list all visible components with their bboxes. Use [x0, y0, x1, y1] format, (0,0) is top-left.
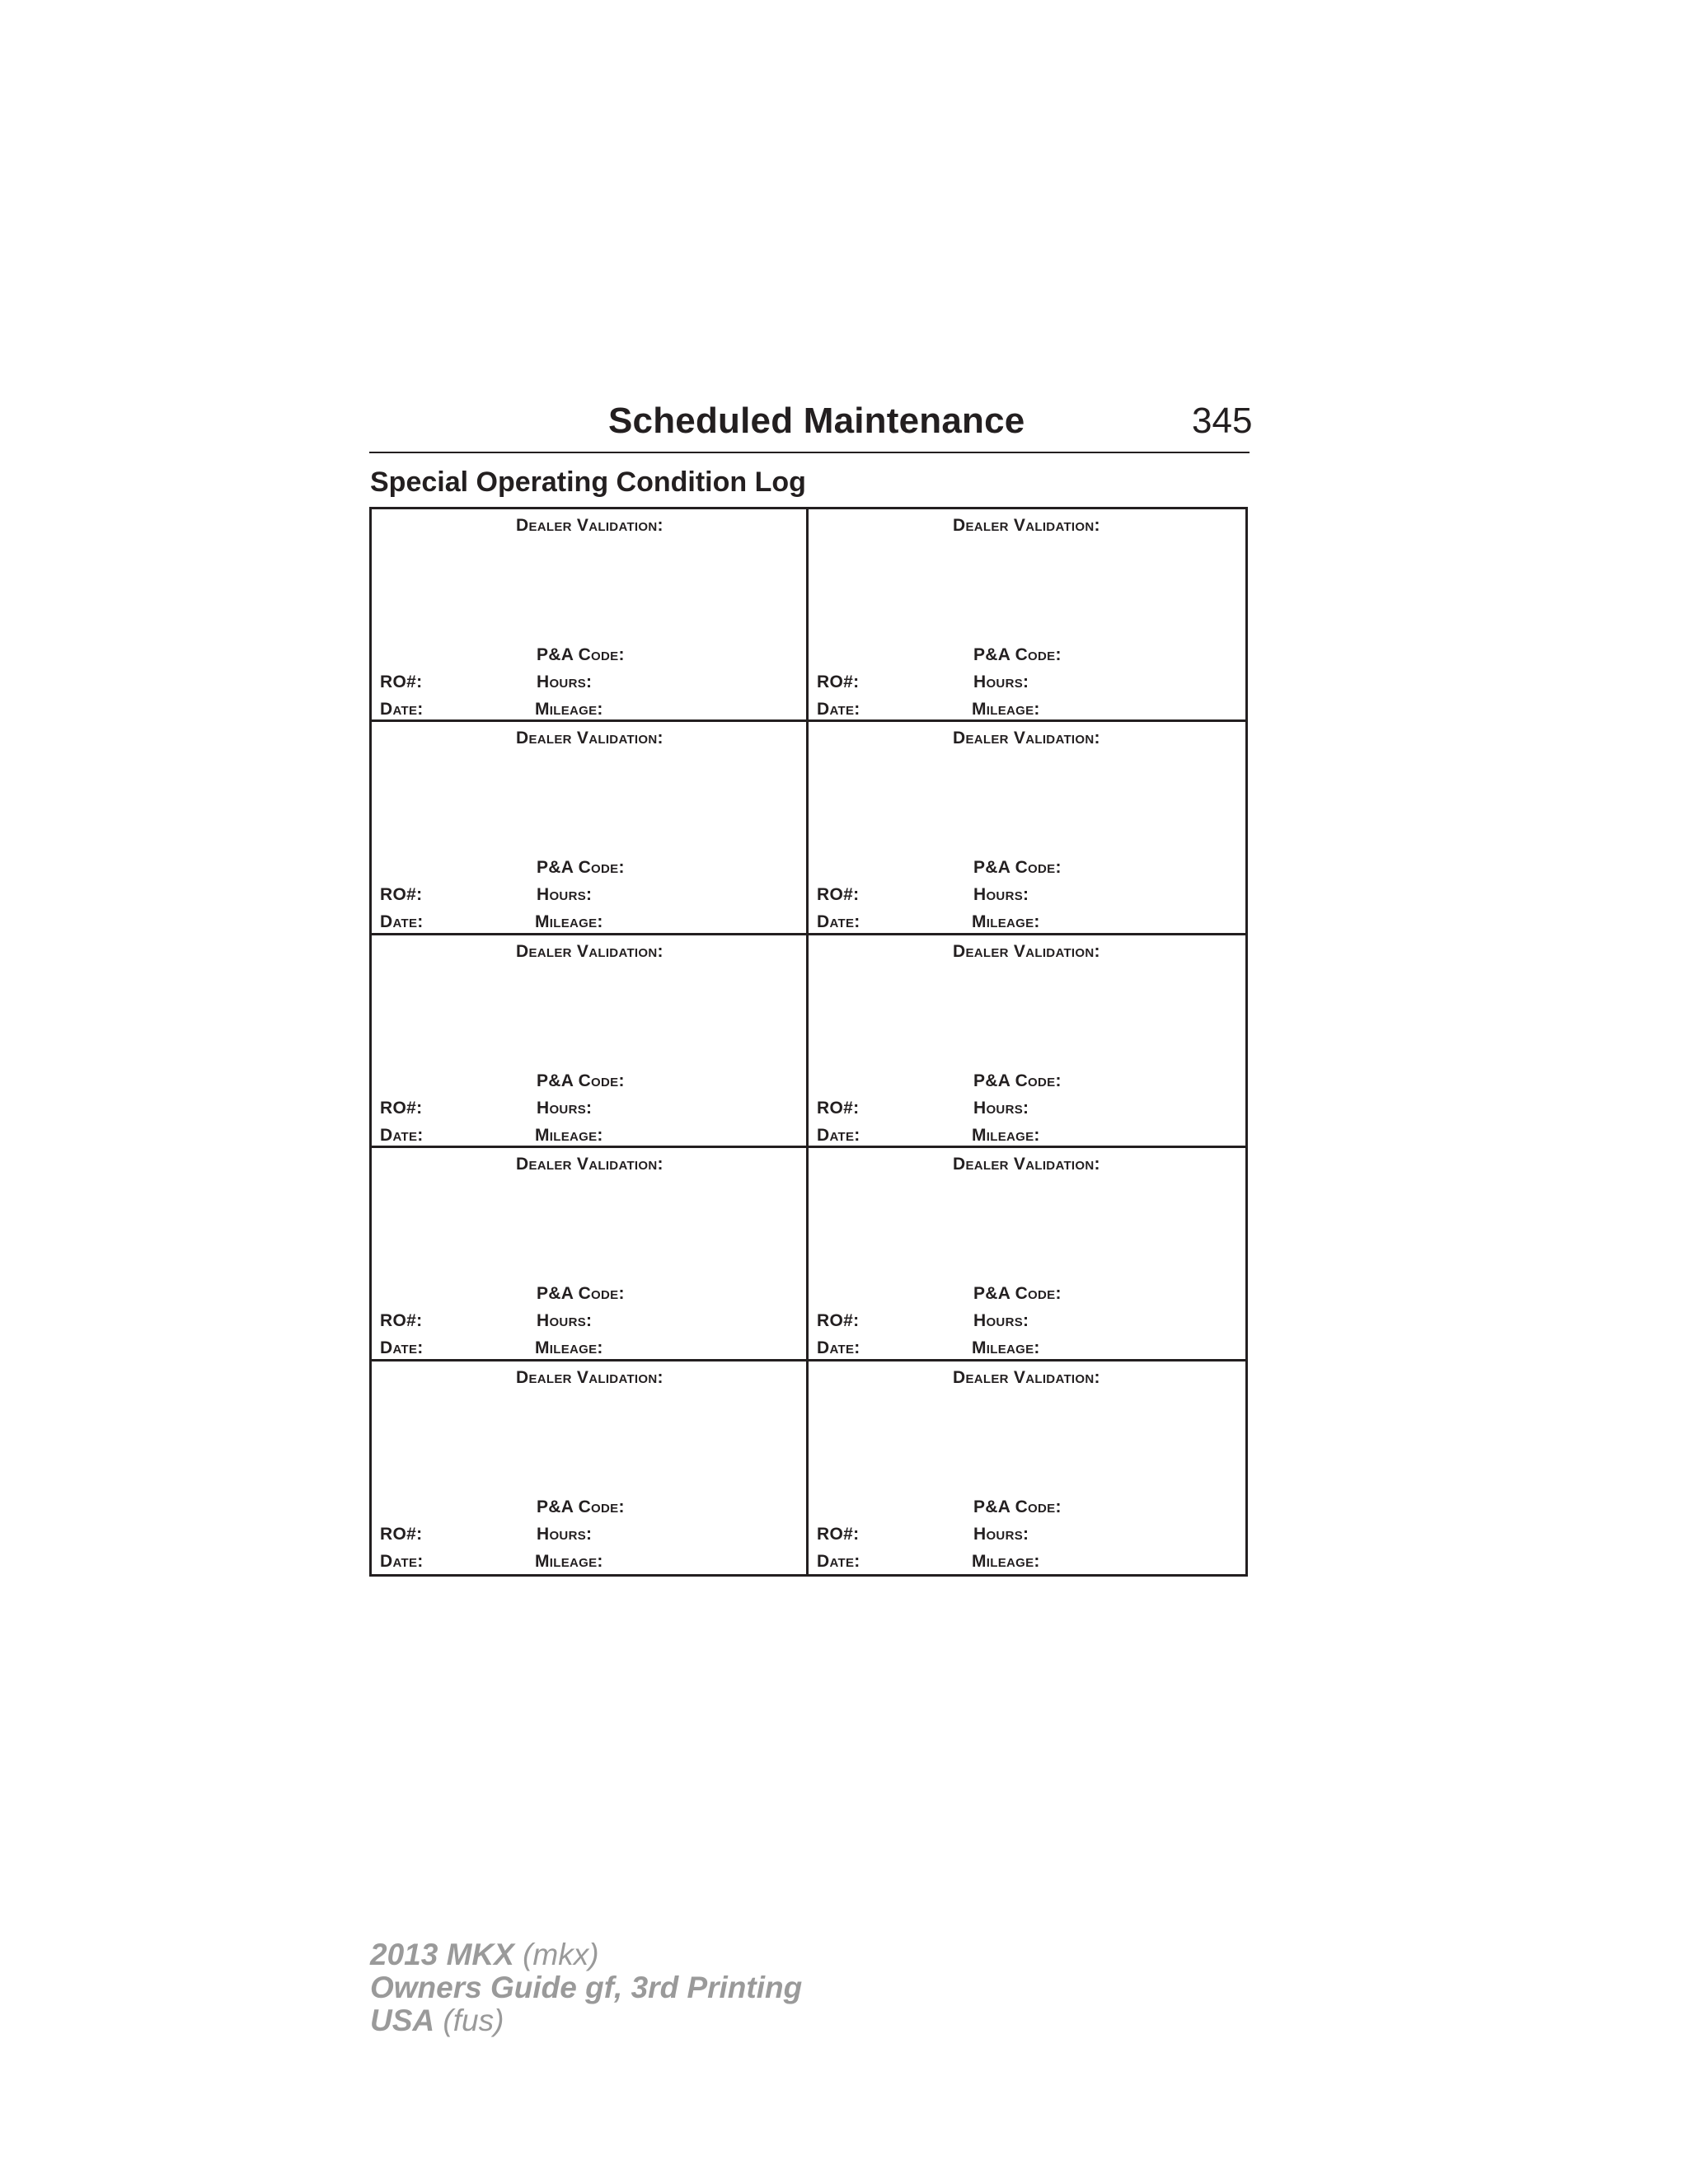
mileage-label: Mileage:: [972, 700, 1040, 719]
ro-number-label: RO#:: [817, 885, 860, 905]
date-label: Date:: [380, 1338, 424, 1358]
pa-code-label: P&A Code:: [973, 858, 1062, 878]
ro-number-label: RO#:: [817, 1524, 860, 1544]
pa-code-label: P&A Code:: [973, 1071, 1062, 1090]
page-header-title: Scheduled Maintenance: [608, 401, 1025, 441]
footer-model-code: (mkx): [513, 1938, 599, 1971]
mileage-label: Mileage:: [535, 1125, 603, 1145]
hours-label: Hours:: [537, 1311, 593, 1331]
footer-line-guide: Owners Guide gf, 3rd Printing: [370, 1971, 803, 2004]
hours-label: Hours:: [973, 1524, 1029, 1544]
footer-line-market: [370, 2004, 802, 2037]
footer-model: 2013 MKX: [370, 1938, 514, 1971]
header-divider: [369, 452, 1250, 453]
special-operating-condition-log-table: [369, 507, 1248, 1577]
dealer-validation-label: Dealer Validation:: [516, 516, 663, 535]
date-label: Date:: [380, 912, 424, 932]
hours-label: Hours:: [537, 1098, 593, 1118]
section-title: Special Operating Condition Log: [370, 466, 806, 498]
mileage-label: Mileage:: [972, 1125, 1040, 1145]
pa-code-label: P&A Code:: [537, 1497, 625, 1516]
ro-number-label: RO#:: [817, 673, 860, 691]
ro-number-label: RO#:: [817, 1098, 860, 1118]
dealer-validation-label: Dealer Validation:: [953, 941, 1100, 961]
date-label: Date:: [817, 1551, 860, 1571]
log-entry-cell: [809, 722, 1245, 935]
mileage-label: Mileage:: [535, 1551, 603, 1571]
footer-market: USA: [370, 2004, 435, 2037]
hours-label: Hours:: [973, 1098, 1029, 1118]
date-label: Date:: [380, 1551, 424, 1571]
log-entry-cell: [809, 1148, 1245, 1361]
hours-label: Hours:: [537, 885, 593, 905]
log-entry-cell: [372, 935, 809, 1148]
dealer-validation-label: Dealer Validation:: [516, 1155, 663, 1174]
dealer-validation-label: Dealer Validation:: [516, 1367, 663, 1387]
mileage-label: Mileage:: [972, 1338, 1040, 1358]
mileage-label: Mileage:: [535, 1338, 603, 1358]
log-entry-cell: [372, 1148, 809, 1361]
ro-number-label: RO#:: [380, 1098, 423, 1118]
pa-code-label: P&A Code:: [537, 858, 625, 878]
date-label: Date:: [380, 1125, 424, 1145]
dealer-validation-label: Dealer Validation:: [953, 1367, 1100, 1387]
hours-label: Hours:: [537, 1524, 593, 1544]
page-number: 345: [1192, 401, 1253, 441]
ro-number-label: RO#:: [380, 1311, 423, 1331]
date-label: Date:: [817, 912, 860, 932]
ro-number-label: RO#:: [817, 1311, 860, 1331]
hours-label: Hours:: [537, 673, 593, 691]
footer-line-model: [370, 1938, 802, 1971]
ro-number-label: RO#:: [380, 1524, 423, 1544]
ro-number-label: RO#:: [380, 673, 423, 691]
dealer-validation-label: Dealer Validation:: [516, 729, 663, 748]
mileage-label: Mileage:: [972, 912, 1040, 932]
pa-code-label: P&A Code:: [537, 645, 625, 664]
footer-market-code: (fus): [434, 2004, 504, 2037]
date-label: Date:: [817, 700, 860, 719]
log-entry-cell: [372, 722, 809, 935]
pa-code-label: P&A Code:: [973, 1497, 1062, 1516]
document-footer: [370, 1938, 802, 2037]
mileage-label: Mileage:: [535, 912, 603, 932]
dealer-validation-label: Dealer Validation:: [516, 941, 663, 961]
pa-code-label: P&A Code:: [537, 1284, 625, 1304]
pa-code-label: P&A Code:: [973, 1284, 1062, 1304]
date-label: Date:: [817, 1338, 860, 1358]
pa-code-label: P&A Code:: [973, 645, 1062, 664]
hours-label: Hours:: [973, 885, 1029, 905]
ro-number-label: RO#:: [380, 885, 423, 905]
log-entry-cell: [372, 1361, 809, 1574]
log-entry-cell: [809, 935, 1245, 1148]
dealer-validation-label: Dealer Validation:: [953, 516, 1100, 535]
mileage-label: Mileage:: [535, 700, 603, 719]
log-entry-cell: [809, 509, 1245, 722]
date-label: Date:: [380, 700, 424, 719]
dealer-validation-label: Dealer Validation:: [953, 1155, 1100, 1174]
log-entry-cell: [372, 509, 809, 722]
hours-label: Hours:: [973, 1311, 1029, 1331]
log-entry-cell: [809, 1361, 1245, 1574]
hours-label: Hours:: [973, 673, 1029, 691]
mileage-label: Mileage:: [972, 1551, 1040, 1571]
pa-code-label: P&A Code:: [537, 1071, 625, 1090]
dealer-validation-label: Dealer Validation:: [953, 729, 1100, 748]
date-label: Date:: [817, 1125, 860, 1145]
